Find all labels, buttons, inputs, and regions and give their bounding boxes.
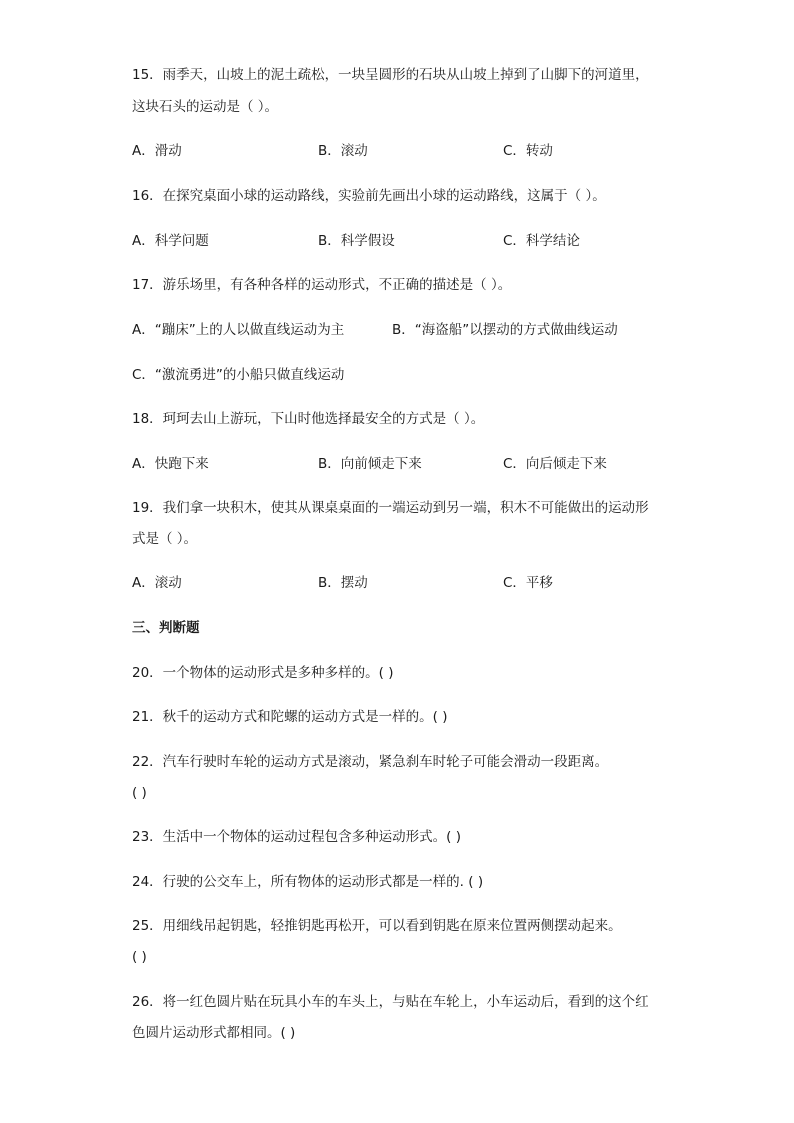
question-17-option-a: A．“蹦床”上的人以做直线运动为主 bbox=[132, 322, 345, 338]
question-17-option-c: C．“激流勇进”的小船只做直线运动 bbox=[132, 367, 345, 383]
question-16-option-c: C．科学结论 bbox=[503, 233, 580, 249]
question-18-option-c: C．向后倾走下来 bbox=[503, 456, 607, 472]
question-17-option-b: B．“海盗船”以摆动的方式做曲线运动 bbox=[392, 322, 618, 338]
question-16-line-1: 16．在探究桌面小球的运动路线，实验前先画出小球的运动路线，这属于（ ）。 bbox=[132, 188, 606, 204]
question-19-option-a: A．滚动 bbox=[132, 575, 182, 591]
question-15-line-1: 15．雨季天，山坡上的泥土疏松，一块呈圆形的石块从山坡上掉到了山脚下的河道里， bbox=[132, 67, 649, 83]
section-title-judgement: 三、判断题 bbox=[132, 620, 200, 636]
question-16-option-b: B．科学假设 bbox=[318, 233, 395, 249]
question-15-option-b: B．滚动 bbox=[318, 143, 368, 159]
question-19-line-1: 19．我们拿一块积木，使其从课桌桌面的一端运动到另一端，积木不可能做出的运动形 bbox=[132, 500, 649, 516]
question-26-line-2: 色圆片运动形式都相同。( ) bbox=[132, 1025, 296, 1041]
question-22-answer-bracket: ( ) bbox=[132, 785, 147, 801]
question-21-line-1: 21．秋千的运动方式和陀螺的运动方式是一样的。( ) bbox=[132, 709, 448, 725]
question-17-line-1: 17．游乐场里，有各种各样的运动形式，不正确的描述是（ ）。 bbox=[132, 277, 512, 293]
question-20-line-1: 20．一个物体的运动形式是多种多样的。( ) bbox=[132, 665, 394, 681]
question-19-line-2: 式是（ ）。 bbox=[132, 531, 198, 547]
question-19-option-b: B．摆动 bbox=[318, 575, 368, 591]
question-16-option-a: A．科学问题 bbox=[132, 233, 209, 249]
question-15-option-a: A．滑动 bbox=[132, 143, 182, 159]
question-18-option-b: B．向前倾走下来 bbox=[318, 456, 422, 472]
question-15-line-2: 这块石头的运动是（ ）。 bbox=[132, 99, 279, 115]
question-25-line-1: 25．用细线吊起钥匙，轻推钥匙再松开，可以看到钥匙在原来位置两侧摆动起来。 bbox=[132, 918, 622, 934]
question-26-line-1: 26．将一红色圆片贴在玩具小车的车头上，与贴在车轮上，小车运动后，看到的这个红 bbox=[132, 994, 649, 1010]
question-25-answer-bracket: ( ) bbox=[132, 949, 147, 965]
question-18-line-1: 18．珂珂去山上游玩，下山时他选择最安全的方式是（ ）。 bbox=[132, 411, 485, 427]
question-22-line-1: 22．汽车行驶时车轮的运动方式是滚动，紧急刹车时轮子可能会滑动一段距离。 bbox=[132, 754, 609, 770]
question-23-line-1: 23．生活中一个物体的运动过程包含多种运动形式。( ) bbox=[132, 829, 462, 845]
question-18-option-a: A．快跑下来 bbox=[132, 456, 209, 472]
question-24-line-1: 24．行驶的公交车上，所有物体的运动形式都是一样的. ( ) bbox=[132, 874, 484, 890]
question-15-option-c: C．转动 bbox=[503, 143, 553, 159]
question-19-option-c: C．平移 bbox=[503, 575, 553, 591]
